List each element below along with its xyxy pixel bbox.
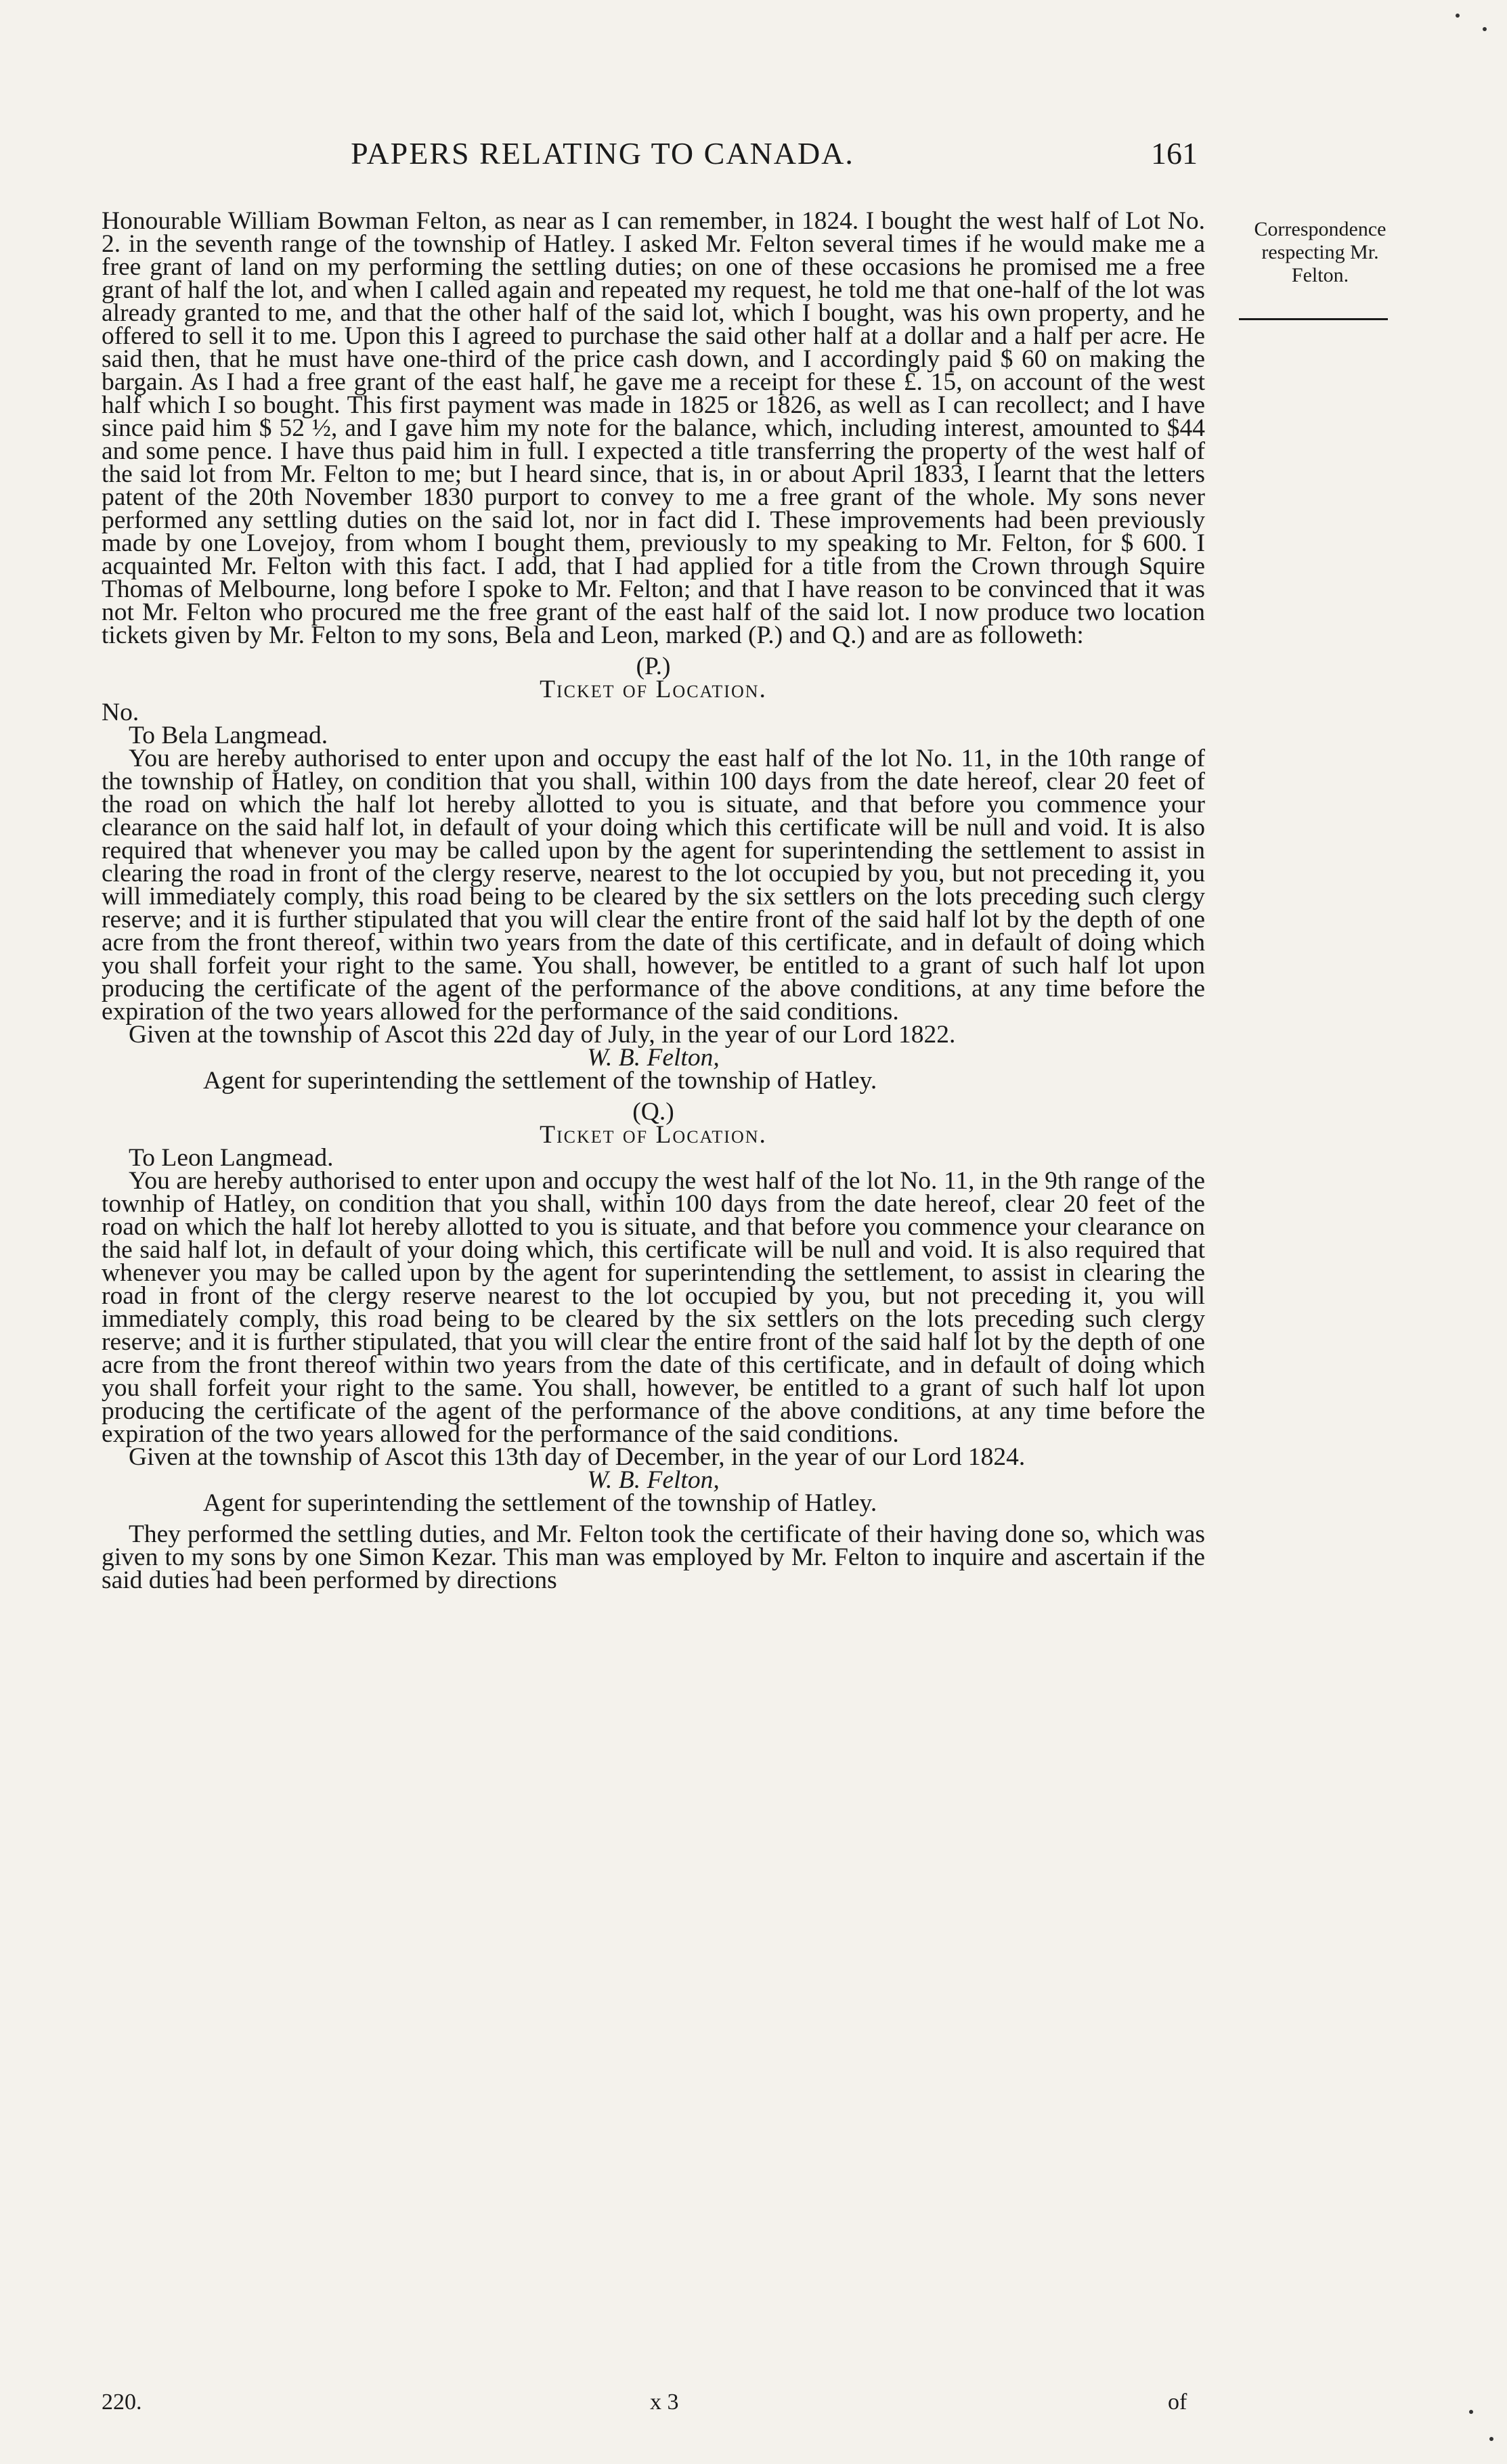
margin-note: Correspondence respecting Mr. Felton. [1254,218,1386,286]
ticket-p-signatory-role: Agent for superintending the settlement of the township of Hatley. [203,1067,877,1095]
ticket-q-body: You are hereby authorised to enter upon and occupy the west half of the lot No. 11, in the 9th range of the townhip of Hatley, on condition that you shall, within 100 days from the date hereof, clear 20 feet of the road on which the half lot hereby allotted to you is situate, and that before you commence your clearance on the said half lot, in default of your doing which, this certificate will be null and void. It is also required that whenever you may be called upon by the agent for superintending the settlement, to assist in clearing the road in front of the clergy reserve nearest to the lot occupied by you, but not preceding it, you will immediately comply, this road being to be cleared by the six settlers on the lots preceding such clergy reserve; and it is further stipulated, that you will clear the entire front of the said half lot by the depth of one acre from the front thereof within two years from the date of this certificate, and in default of doing which you shall forfeit your right to the same. You shall, however, be entitled to a grant of such half lot upon producing the certificate of the agent of the performance of the above conditions, at any time before the expiration of the two years allowed for the performance of the said conditions. [102,1167,1205,1448]
ticket-q-addressee: To Leon Langmead. [129,1144,334,1172]
ticket-p-no: No. [102,699,139,726]
footer-signature-mark: x 3 [650,2390,679,2415]
running-head: PAPERS RELATING TO CANADA. [351,136,854,171]
ticket-p-heading: Ticket of Location. [540,676,767,703]
ticket-q-signature: W. B. Felton, [587,1466,720,1494]
footer-catchword: of [1168,2390,1187,2415]
opening-paragraph: Honourable William Bowman Felton, as near as I can remember, in 1824. I bought the west half of Lot No. 2. in the seventh range of the township of Hatley. I asked Mr. Felton several times if he would make me a free grant of land on my performing the settling duties; on one of these occasions he promised me a free grant of half the lot, and when I called again and repeated my request, he told me that one-half of the lot was already granted to me, and that the other half of the said lot, which I bought, was his own property, and he offered to sell it to me. Upon this I agreed to purchase the said other half at a dollar and a half per acre. He said then, that he must have one-third of the price cash down, and I accordingly paid $ 60 on making the bargain. As I had a free grant of the east half, he gave me a receipt for these £. 15, on account of the west half which I so bought. This first payment was made in 1825 or 1826, as well as I can recollect; and I have since paid him $ 52 ½, and I gave him my note for the balance, which, including interest, amounted to $44 and some pence. I have thus paid him in full. I expected a title transferring the property of the west half of the said lot from Mr. Felton to me; but I heard since, that is, in or about April 1833, I learnt that the letters patent of the 20th November 1830 purport to convey to me a free grant of the whole. My sons never performed any settling duties on the said lot, nor in fact did I. These improvements had been previously made by one Lovejoy, from whom I bought them, previously to my speaking to Mr. Felton, for $ 600. I acquainted Mr. Felton with this fact. I add, that I had applied for a title from the Crown through Squire Thomas of Melbourne, long before I spoke to Mr. Felton; and that I have reason to be convinced that it was not Mr. Felton who procured me the free grant of the east half of the said lot. I now produce two location tickets given by Mr. Felton to my sons, Bela and Leon, marked (P.) and Q.) and are as followeth: [102,207,1205,649]
ticket-p-body: You are hereby authorised to enter upon and occupy the east half of the lot No. 11, in the 10th range of the township of Hatley, on condition that you shall, within 100 days from the date hereof, clear 20 feet of the road on which the half lot hereby allotted to you is situate, and that before you commence your clearance on the said half lot, in default of your doing which this certificate will be null and void. It is also required that whenever you may be called upon by the agent for superintending the settlement to assist in clearing the road in front of the clergy reserve, nearest to the lot occupied by you, but not preceding it, you will immediately comply, this road being to be cleared by the six settlers on the lots preceding such clergy reserve; and it is further stipulated that you will clear the entire front of the said half lot by the depth of one acre from the front thereof, within two years from the date of this certificate, and in default of doing which you shall forfeit your right to the same. You shall, however, be entitled to a grant of such half lot upon producing the certificate of the agent of the performance of the above conditions, at any time before the expiration of the two years allowed for the performance of the said conditions. [102,745,1205,1026]
ticket-p-addressee: To Bela Langmead. [129,722,328,749]
scan-speck [1489,2437,1493,2441]
ticket-q-signatory-role: Agent for superintending the settlement of the township of Hatley. [203,1489,877,1517]
ticket-q-given: Given at the township of Ascot this 13th day of December, in the year of our Lord 1824. [129,1443,1026,1471]
margin-rule [1239,318,1388,320]
main-text [102,207,1205,1594]
scan-speck [1483,27,1487,31]
ticket-p-signature: W. B. Felton, [587,1044,720,1072]
scan-speck [1469,2410,1473,2414]
ticket-q-mark: (Q.) [632,1098,674,1126]
scan-speck [1456,14,1460,18]
ticket-p-mark: (P.) [636,653,671,680]
closing-paragraph: They performed the settling duties, and Mr. Felton took the certificate of their having done so, which was given to my sons by one Simon Kezar. This man was employed by Mr. Felton to inquire and ascertain if the said duties had been performed by directions [102,1520,1205,1594]
ticket-p-given: Given at the township of Ascot this 22d day of July, in the year of our Lord 1822. [129,1021,956,1049]
ticket-q-heading: Ticket of Location. [540,1121,767,1149]
footer-sheet-number: 220. [102,2390,142,2415]
page-number: 161 [1151,136,1198,171]
